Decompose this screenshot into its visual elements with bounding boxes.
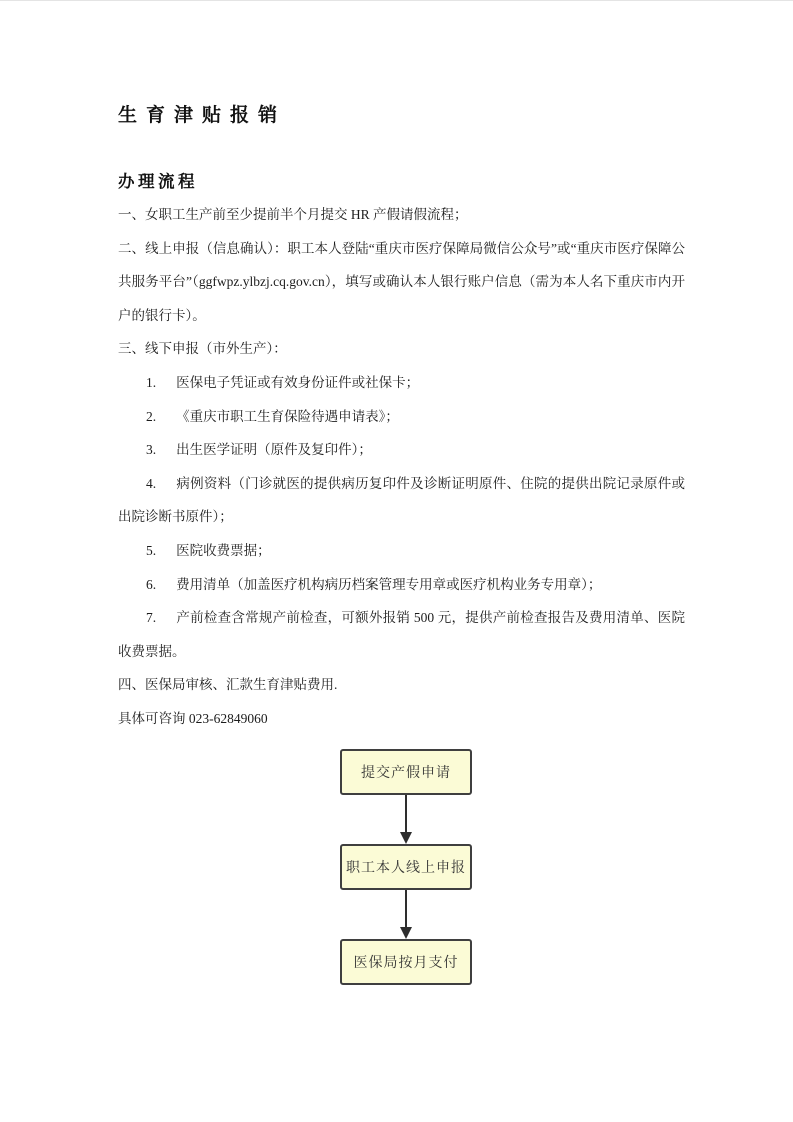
flowchart [340, 749, 472, 985]
item-text: 《重庆市职工生育保险待遇申请表》； [176, 408, 399, 424]
numbered-item [118, 433, 685, 467]
item-number: 3. [146, 442, 157, 458]
arrow-head [400, 832, 412, 844]
item-number: 1. [146, 374, 157, 390]
flowchart-step-label: 提交产假申请 [361, 763, 451, 780]
paragraph: 一、女职工生产前至少提前半个月提交 HR 产假请假流程； [118, 207, 468, 222]
item-text: 费用清单（加盖医疗机构病历档案管理专用章或医疗机构业务专用章）； [176, 576, 602, 592]
down-arrow-icon [400, 795, 412, 844]
flowchart-step-label: 医保局按月支付 [353, 953, 459, 970]
numbered-item [118, 366, 685, 400]
down-arrow-icon [400, 890, 412, 939]
item-number: 7. [146, 610, 157, 626]
item-text: 医保电子凭证或有效身份证件或社保卡； [176, 374, 420, 390]
numbered-item [118, 601, 685, 668]
paragraph: 三、线下申报（市外生产）： [118, 341, 287, 357]
item-text: 出生医学证明（原件及复印件）； [176, 442, 372, 458]
item-text: 产前检查含常规产前检查，可额外报销 500 元，提供产前检查报告及费用清单、医院收费票据。 [118, 610, 685, 659]
procedure-text [118, 198, 685, 736]
numbered-item [118, 400, 685, 434]
numbered-item [118, 534, 685, 568]
item-text: 病例资料（门诊就医的提供病历复印件及诊断证明原件、住院的提供出院记录原件或出院诊断书原件）； [118, 475, 685, 525]
flowchart-step [340, 844, 472, 890]
paragraph: 二、线上申报（信息确认）：职工本人登陆“重庆市医疗保障局微信公众号”或“重庆市医疗保障公共服务平台”（ggfwpz.ylbzj.cq.gov.cn），填写或确认本人银行账户信息（需为本人名下重庆市内开户的银行卡）。 [118, 240, 685, 323]
item-number: 4. [146, 475, 157, 491]
item-number: 5. [146, 542, 157, 558]
flowchart-step [340, 939, 472, 985]
flowchart-step [340, 749, 472, 795]
item-number: 2. [146, 408, 157, 424]
numbered-item [118, 467, 685, 534]
document-title: 生育津贴报销 [118, 105, 287, 126]
paragraph: 四、医保局审核、汇款生育津贴费用. [118, 677, 338, 693]
arrow-shaft [405, 795, 407, 832]
section-heading: 办理流程 [118, 173, 198, 191]
flowchart-step-label: 职工本人线上申报 [346, 858, 466, 875]
item-text: 医院收费票据； [176, 542, 271, 558]
document-content [0, 1, 793, 985]
arrow-shaft [405, 890, 407, 927]
numbered-item [118, 568, 685, 602]
item-number: 6. [146, 576, 157, 592]
paragraph: 具体可咨询 023-62849060 [118, 710, 268, 726]
arrow-head [400, 927, 412, 939]
